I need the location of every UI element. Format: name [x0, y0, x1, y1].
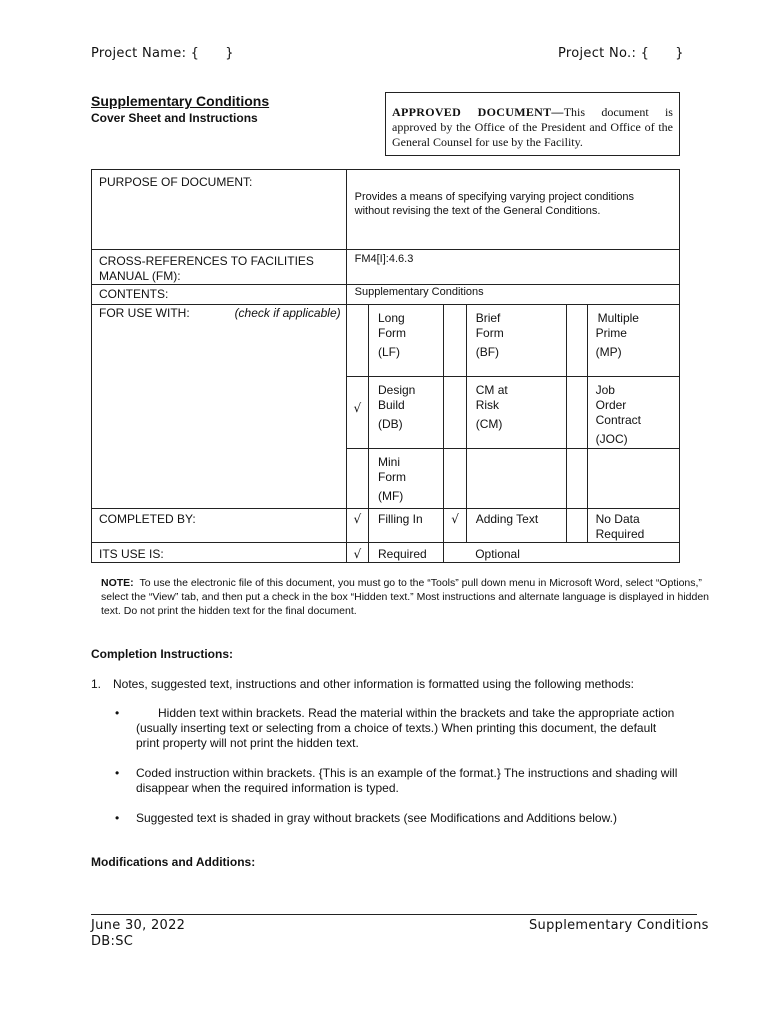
checkbox-required[interactable]: √ — [346, 543, 368, 563]
empty-cell — [587, 449, 679, 509]
footer-date: June 30, 2022 — [91, 918, 186, 933]
document-title: Supplementary Conditions — [91, 93, 270, 109]
project-no-field: Project No.: { } — [558, 46, 684, 61]
project-name-label: Project Name: { — [91, 46, 200, 61]
checkbox-job-order-contract[interactable] — [567, 377, 587, 449]
modifications-heading: Modifications and Additions: — [91, 855, 256, 869]
note-label: NOTE: — [101, 577, 134, 589]
checkbox-optional[interactable] — [444, 543, 466, 563]
checkbox-cm-at-risk[interactable] — [444, 377, 466, 449]
approved-label: APPROVED DOCUMENT— — [392, 105, 564, 119]
option-mini-form: Mini Form (MF) — [368, 449, 443, 509]
note-text: To use the electronic file of this document, you must go to the “Tools” pull down menu in Microsoft Word, select “Options,” select the “View” tab, and then put a check in the box “Hidden text.” Most instructions and alternate language is displayed in hidden text. Do not print the hidden text for the final document. — [101, 577, 710, 617]
footer-doc-name: Supplementary Conditions — [529, 918, 709, 933]
option-required: Required — [368, 543, 443, 563]
option-brief-form: Brief Form (BF) — [466, 305, 566, 377]
xref-label: CROSS-REFERENCES TO FACILITIES MANUAL (FM): — [92, 250, 347, 285]
footer-code: DB:SC — [91, 934, 134, 949]
completed-by-label: COMPLETED BY: — [92, 509, 347, 543]
option-job-order-contract: Job Order Contract (JOC) — [587, 377, 679, 449]
option-design-build: Design Build (DB) — [368, 377, 443, 449]
footer-left — [91, 918, 185, 950]
xref-value: FM4[I]:4.6.3 — [346, 250, 679, 285]
option-no-data-required: No Data Required — [587, 509, 679, 543]
checkbox-design-build[interactable]: √ — [346, 377, 368, 449]
bullet-icon: • — [115, 766, 120, 780]
bullet-suggested-text: Suggested text is shaded in gray without brackets (see Modifications and Additions below.) — [136, 811, 617, 825]
bullet-icon: • — [115, 706, 120, 720]
its-use-label: ITS USE IS: — [92, 543, 347, 563]
for-use-with-cell — [92, 305, 347, 509]
checkbox-multiple-prime[interactable] — [567, 305, 587, 377]
empty-cell — [466, 449, 566, 509]
document-subtitle: Cover Sheet and Instructions — [91, 111, 258, 125]
checkbox-no-data-required[interactable] — [567, 509, 587, 543]
checkbox-mini-form[interactable] — [346, 449, 368, 509]
option-filling-in: Filling In — [368, 509, 443, 543]
item-1-number: 1. — [91, 677, 102, 691]
bullet-icon: • — [115, 811, 120, 825]
completion-heading: Completion Instructions: — [91, 647, 233, 661]
option-long-form: Long Form (LF) — [368, 305, 443, 377]
note-paragraph — [101, 576, 713, 618]
contents-label: CONTENTS: — [92, 285, 347, 305]
for-use-label: FOR USE WITH: — [99, 306, 190, 320]
project-no-label: Project No.: { — [558, 46, 650, 61]
empty-cell — [444, 449, 466, 509]
option-adding-text: Adding Text — [466, 509, 566, 543]
option-optional: Optional — [466, 543, 679, 563]
option-multiple-prime: Multiple Prime (MP) — [587, 305, 679, 377]
project-name-field: Project Name: { } — [91, 46, 234, 61]
option-cm-at-risk: CM at Risk (CM) — [466, 377, 566, 449]
for-use-hint: (check if applicable) — [234, 306, 341, 320]
footer-divider — [91, 914, 697, 915]
bullet-coded-instruction: Coded instruction within brackets. {This is an example of the format.} The instructions and shading will disappear when the required information is typed. — [136, 766, 678, 795]
purpose-value: Provides a means of specifying varying project conditions without revising the text of the General Conditions. — [346, 170, 679, 250]
checkbox-filling-in[interactable]: √ — [346, 509, 368, 543]
item-1-text: Notes, suggested text, instructions and other information is formatted using the following methods: — [113, 677, 634, 691]
approved-document-box — [385, 92, 680, 156]
checkbox-adding-text[interactable]: √ — [444, 509, 466, 543]
approved-text: This document is approved by the Office of the President and Office of the General Counsel for use by the Facility. — [392, 105, 673, 149]
empty-cell — [567, 449, 587, 509]
purpose-label: PURPOSE OF DOCUMENT: — [92, 170, 347, 250]
bullet-hidden-text: Hidden text within brackets. Read the material within the brackets and take the appropriate action (usually inserting text or selecting from a choice of texts.) When printing this document, the default print property will not print the hidden text. — [136, 706, 675, 750]
contents-value: Supplementary Conditions — [346, 285, 679, 305]
checkbox-brief-form[interactable] — [444, 305, 466, 377]
checkbox-long-form[interactable] — [346, 305, 368, 377]
document-info-table — [91, 169, 680, 563]
